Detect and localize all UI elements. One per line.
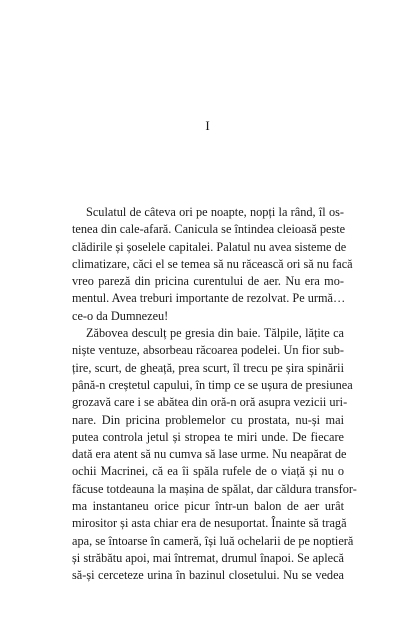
- text-line: clădirile și șoselele capitalei. Palatul nu avea sisteme de: [72, 239, 347, 254]
- text-line: nare. Din pricina problemelor cu prostata, nu-și mai: [72, 412, 344, 427]
- text-line: grozavă care i se abătea din oră-n oră asupra vezicii uri-: [72, 395, 348, 410]
- chapter-number: I: [205, 118, 211, 133]
- text-line: ochii Macrinei, că ea îi spăla rufele de o viață și nu o: [72, 464, 344, 479]
- text-line: dată era atent să nu cumva să lase urme. Nu neapărat de: [72, 447, 347, 462]
- text-line: mentul. Avea treburi importante de rezolvat. Pe urmă…: [72, 291, 346, 306]
- text-line: și străbătu apoi, mai întremat, drumul înapoi. Se aplecă: [72, 550, 344, 565]
- text-line: mirositor și asta chiar era de nesuportat. Înainte să tragă: [72, 516, 347, 531]
- paragraph-1: [72, 204, 353, 325]
- text-line: Zăbovea desculț pe gresia din baie. Tălpile, lățite ca: [86, 326, 344, 341]
- chapter-body: [72, 204, 357, 585]
- text-line: apa, se întoarse în cameră, își luă ochelarii de pe noptieră: [72, 533, 354, 548]
- text-line: să-și cerceteze urina în bazinul closetului. Nu se vedea: [72, 568, 344, 583]
- text-line: până-n creștetul capului, în timp ce se ușura de presiunea: [72, 377, 353, 392]
- paragraph-2: [72, 325, 357, 584]
- text-line: ce-o da Dumnezeu!: [72, 308, 169, 323]
- text-line: ma instantaneu orice picur într-un balon de aer urât: [72, 499, 344, 514]
- text-line: niște ventuze, absorbeau răcoarea podelei. Un fior sub-: [72, 343, 344, 358]
- text-line: făcuse totdeauna la mașina de spălat, dar căldura transfor-: [72, 481, 357, 496]
- text-line: Sculatul de câteva ori pe noapte, nopți la rând, îl os-: [86, 205, 344, 219]
- text-line: putea controla jetul și stropea te miri unde. De fiecare: [72, 429, 344, 444]
- text-line: tenea din cale-afară. Canicula se întindea cleioasă peste: [72, 222, 346, 237]
- text-line: țire, scurt, de gheață, prea scurt, îl trecu pe șira spinării: [72, 360, 344, 375]
- text-line: vreo pareză din pricina curentului de aer. Nu era mo-: [72, 274, 344, 289]
- text-line: climatizare, căci el se temea să nu răcească ori să nu facă: [72, 256, 353, 271]
